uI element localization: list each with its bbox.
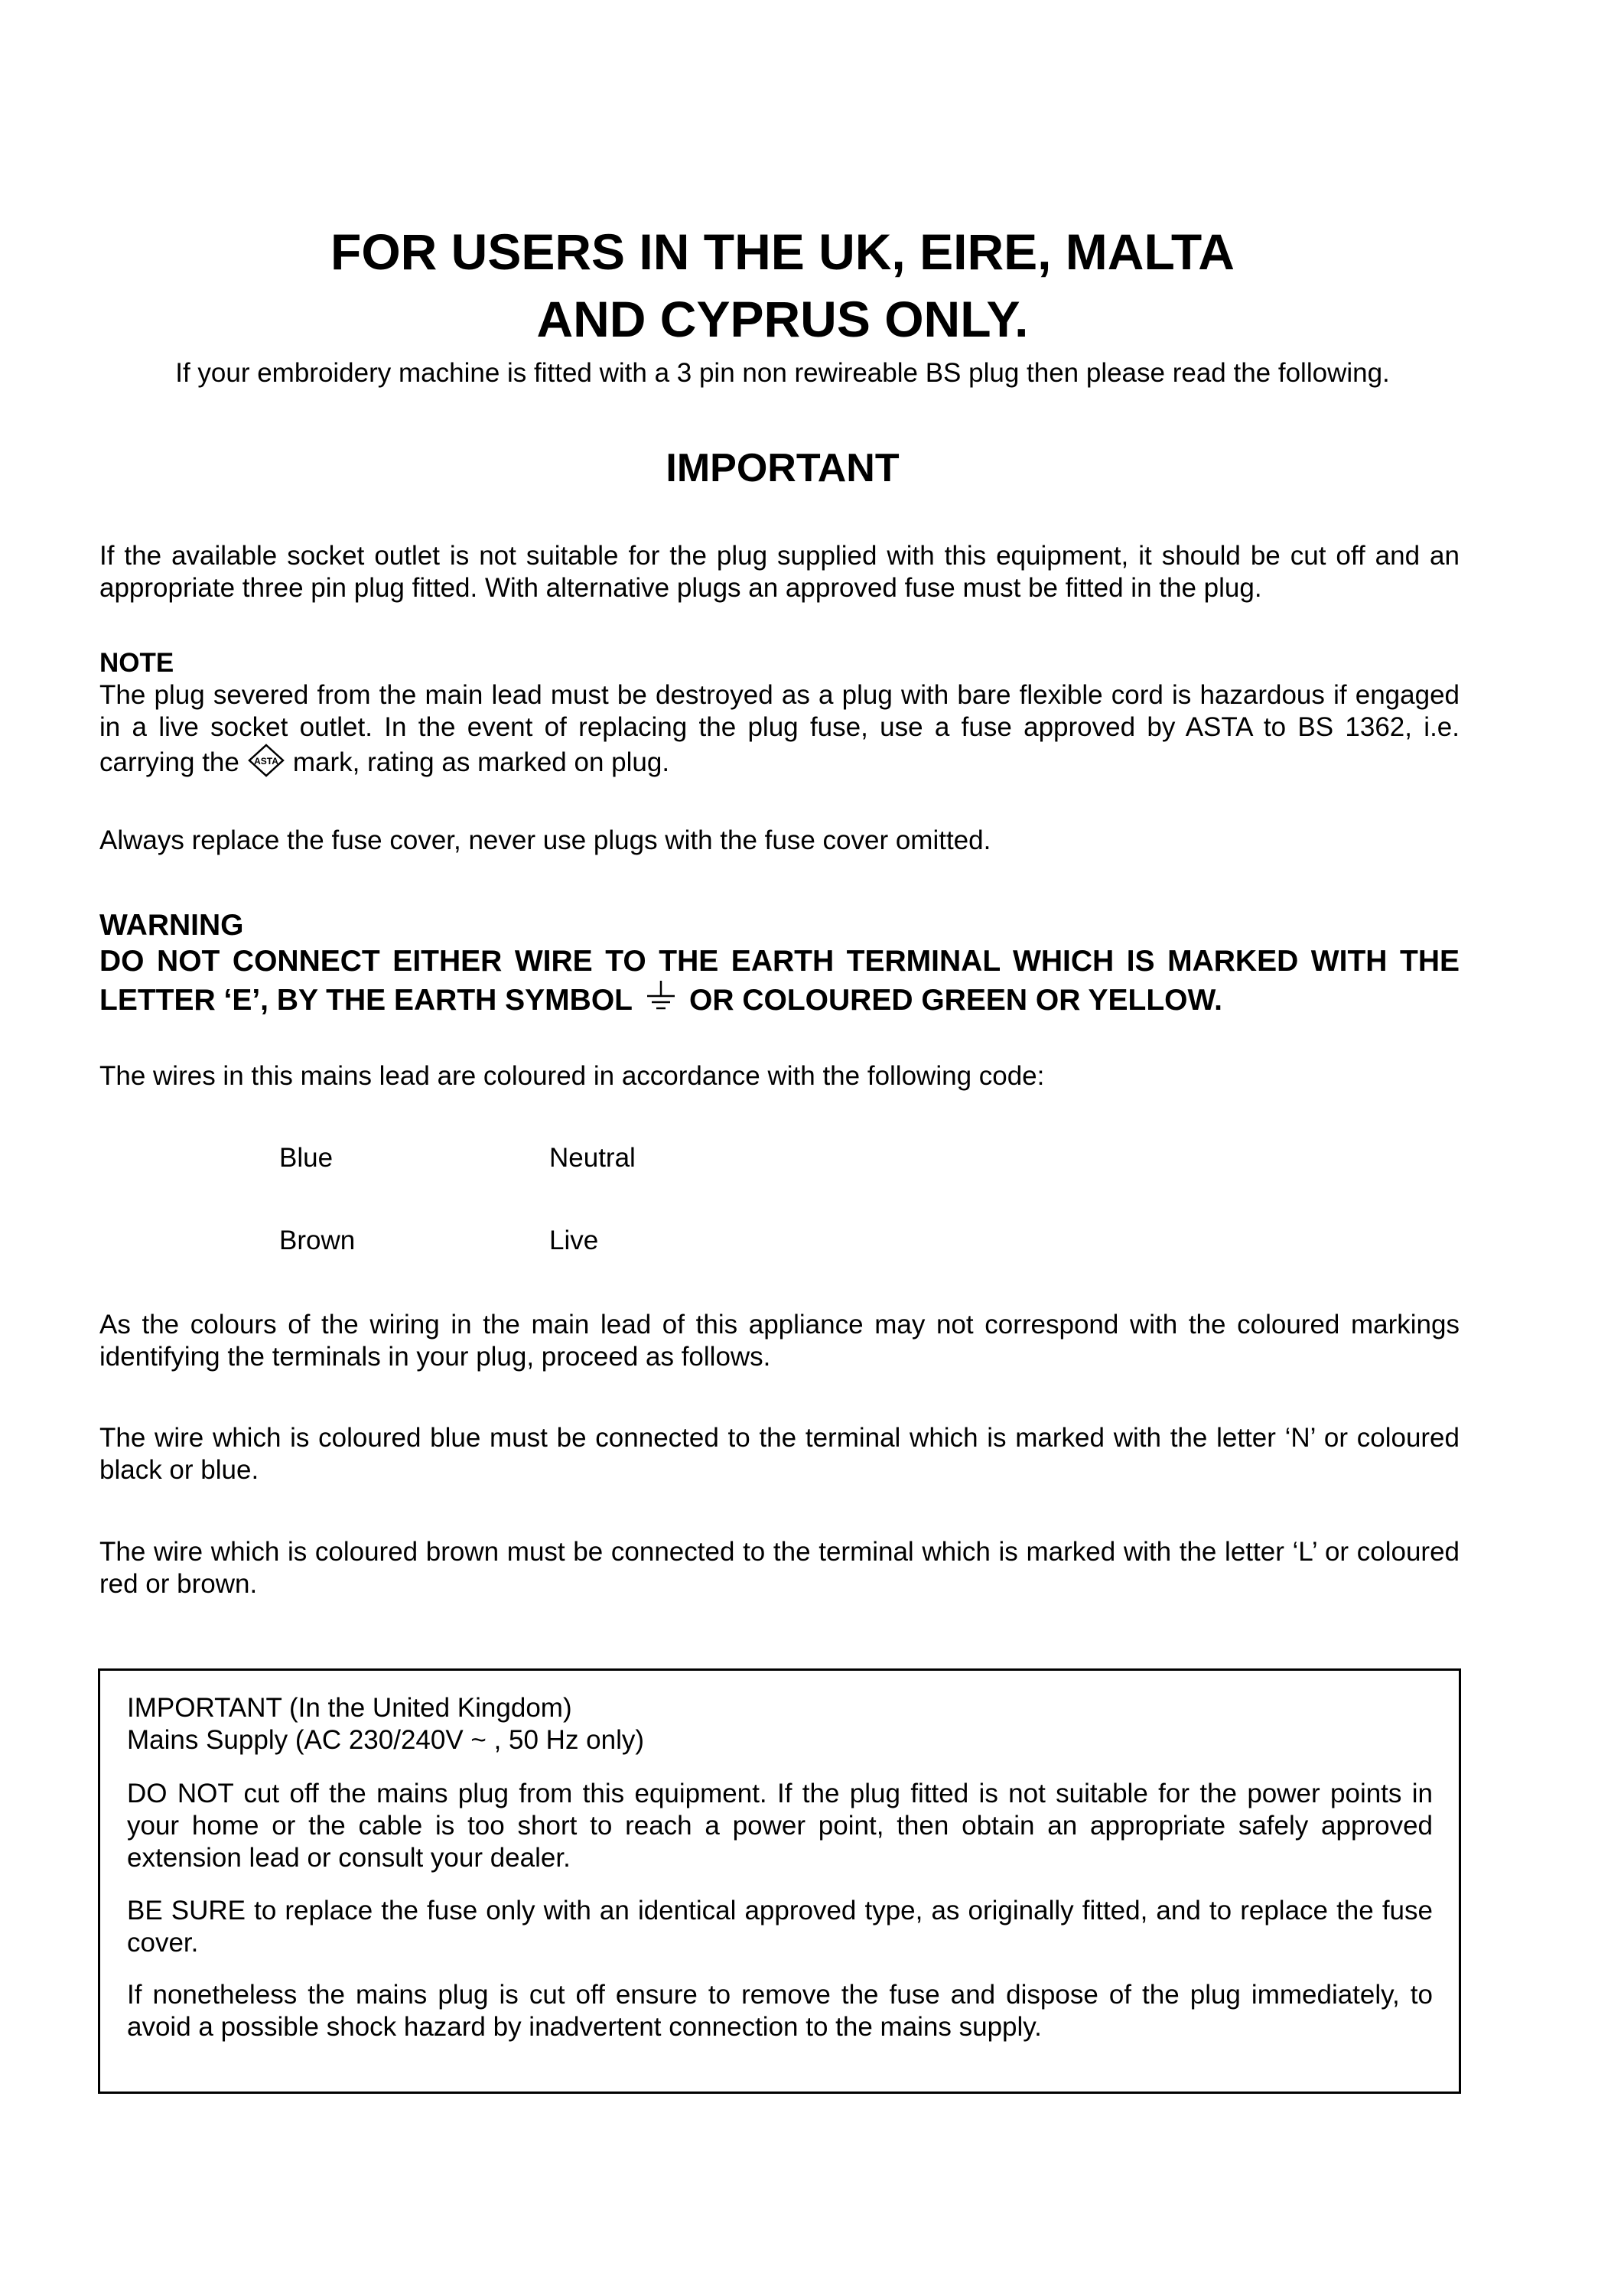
svg-text:ASTA: ASTA [253, 756, 278, 767]
uk-box-paragraph-3: If nonetheless the mains plug is cut off ensure to remove the fuse and dispose of the plug immediately, to avoid a possible shock hazard by inadvertent connection to the mains supply. [127, 1980, 1433, 2042]
warning-text-before-symbol: DO NOT CONNECT EITHER WIRE TO THE EARTH TERMINAL WHICH IS MARKED WITH THE LETTER ‘E’, BY THE EARTH SYMBOL [99, 945, 1460, 1017]
fuse-cover-note: Always replace the fuse cover, never use plugs with the fuse cover omitted. [99, 825, 991, 855]
page-title [0, 218, 1565, 353]
blue-wire-rule: The wire which is coloured blue must be connected to the terminal which is marked with the letter ‘N’ or coloured black or blue. [99, 1423, 1460, 1485]
uk-box-line-2: Mains Supply (AC 230/240V ~ , 50 Hz only) [127, 1725, 645, 1755]
wire-colour: Brown [279, 1226, 356, 1255]
uk-box-paragraph-2: BE SURE to replace the fuse only with an identical approved type, as originally fitted, and to replace the fuse cover. [127, 1896, 1433, 1958]
note-text-before-mark: The plug severed from the main lead must be destroyed as a plug with bare flexible cord is hazardous if engaged in a live socket outlet. In the event of replacing the plug fuse, use a fuse approved by ASTA to BS 1362, i.e. carrying the [99, 680, 1460, 777]
earth-icon [642, 979, 680, 1014]
brown-wire-rule: The wire which is coloured brown must be connected to the terminal which is marked with the letter ‘L’ or coloured red or brown. [99, 1537, 1460, 1599]
note-heading: NOTE [99, 648, 174, 678]
wire-colour: Blue [279, 1143, 334, 1173]
uk-box-paragraph-1: DO NOT cut off the mains plug from this equipment. If the plug fitted is not suitable for the power points in your home or the cable is too short to reach a power point, then obtain an appropriate safely approved extension lead or consult your dealer. [127, 1779, 1433, 1873]
uk-box-line-1: IMPORTANT (In the United Kingdom) [127, 1693, 572, 1723]
wiring-intro: The wires in this mains lead are coloured in accordance with the following code: [99, 1061, 1045, 1091]
wire-meaning: Neutral [549, 1143, 636, 1173]
important-heading: IMPORTANT [666, 446, 900, 490]
note-section [99, 647, 1460, 779]
important-text: If the available socket outlet is not suitable for the plug supplied with this equipment, it should be cut off and an appropriate three pin plug fitted. With alternative plugs an approved fuse must be fitted in the plug. [99, 541, 1460, 603]
uk-box-heading [127, 1692, 1433, 1756]
warning-heading: WARNING [99, 909, 244, 942]
title-line-1: FOR USERS IN THE UK, EIRE, MALTA [330, 223, 1235, 280]
warning-section [99, 907, 1460, 1018]
uk-important-box [98, 1668, 1461, 2094]
intro-text: If your embroidery machine is fitted with a 3 pin non rewireable BS plug then please read the following. [175, 358, 1390, 388]
asta-mark-icon [247, 744, 285, 777]
wire-meaning: Live [549, 1226, 599, 1255]
warning-text [99, 943, 1460, 1018]
proceed-text: As the colours of the wiring in the main lead of this appliance may not correspond with the coloured markings identifying the terminals in your plug, proceed as follows. [99, 1310, 1460, 1372]
note-text [99, 679, 1460, 779]
warning-text-after-symbol: OR COLOURED GREEN OR YELLOW. [689, 984, 1222, 1017]
note-text-after-mark: mark, rating as marked on plug. [292, 747, 670, 777]
title-line-2: AND CYPRUS ONLY. [536, 291, 1029, 347]
